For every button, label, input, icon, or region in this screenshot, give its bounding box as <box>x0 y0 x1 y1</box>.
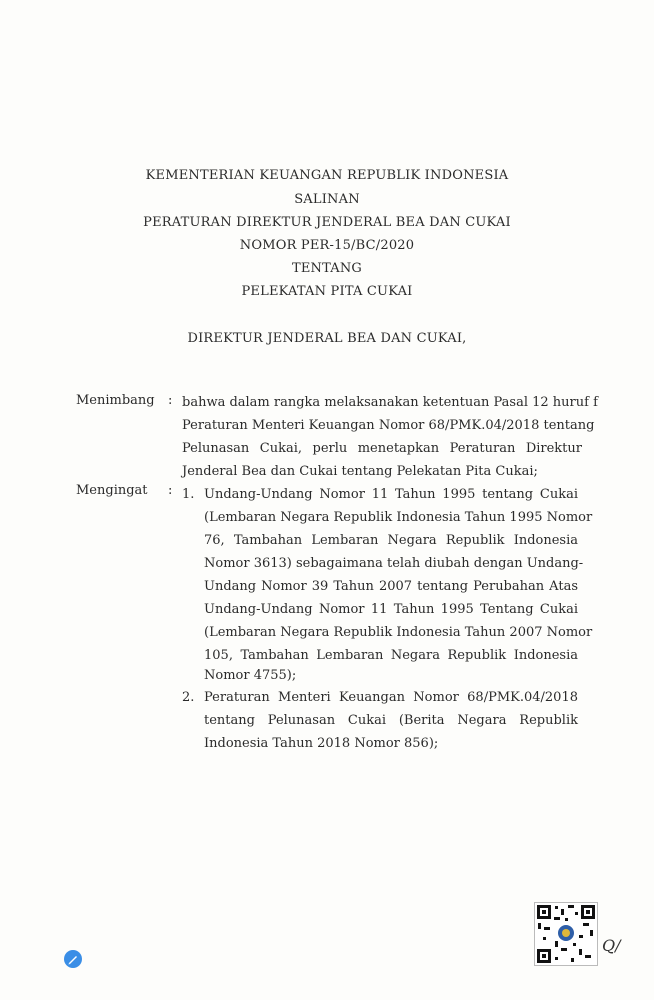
item-line: Undang Nomor 39 Tahun 2007 tentang Perubahan Atas <box>204 579 578 594</box>
pen-badge-icon <box>64 950 82 968</box>
about-label: TENTANG <box>291 261 363 276</box>
item-number: 1. <box>182 487 195 502</box>
item-line: Undang-Undang Nomor 11 Tahun 1995 tentang Cukai <box>204 487 578 502</box>
menimbang-line: Peraturan Menteri Keuangan Nomor 68/PMK.04/2018 tentang <box>182 418 595 433</box>
regulation-subject: PELEKATAN PITA CUKAI <box>241 284 413 299</box>
regulation-title: PERATURAN DIREKTUR JENDERAL BEA DAN CUKAI <box>143 215 511 230</box>
item-line: Nomor 4755); <box>204 668 297 683</box>
issuer-line: DIREKTUR JENDERAL BEA DAN CUKAI, <box>187 331 467 346</box>
menimbang-line: Pelunasan Cukai, perlu menetapkan Peraturan Direktur <box>182 441 582 456</box>
copy-label: SALINAN <box>294 192 360 207</box>
item-line: Nomor 3613) sebagaimana telah diubah dengan Undang- <box>204 556 584 571</box>
item-line: Peraturan Menteri Keuangan Nomor 68/PMK.04/2018 <box>204 690 578 705</box>
menimbang-colon: : <box>168 393 173 408</box>
menimbang-line: Jenderal Bea dan Cukai tentang Pelekatan Pita Cukai; <box>182 464 538 479</box>
qr-code-icon <box>534 902 598 966</box>
item-line: (Lembaran Negara Republik Indonesia Tahun 1995 Nomor <box>204 510 593 525</box>
item-line: Undang-Undang Nomor 11 Tahun 1995 Tentang Cukai <box>204 602 578 617</box>
menimbang-line: bahwa dalam rangka melaksanakan ketentuan Pasal 12 huruf f <box>182 395 598 410</box>
item-number: 2. <box>182 690 195 705</box>
item-line: 105, Tambahan Lembaran Negara Republik Indonesia <box>204 648 578 663</box>
item-line: (Lembaran Negara Republik Indonesia Tahun 2007 Nomor <box>204 625 593 640</box>
regulation-number: NOMOR PER-15/BC/2020 <box>239 238 415 253</box>
menimbang-label: Menimbang <box>76 393 155 408</box>
ministry-heading: KEMENTERIAN KEUANGAN REPUBLIK INDONESIA <box>145 168 509 183</box>
mengingat-label: Mengingat <box>76 483 148 498</box>
item-line: 76, Tambahan Lembaran Negara Republik Indonesia <box>204 533 578 548</box>
item-line: tentang Pelunasan Cukai (Berita Negara Republik <box>204 713 578 728</box>
initial-mark: Q/ <box>602 936 621 955</box>
item-line: Indonesia Tahun 2018 Nomor 856); <box>204 736 439 751</box>
mengingat-colon: : <box>168 483 173 498</box>
